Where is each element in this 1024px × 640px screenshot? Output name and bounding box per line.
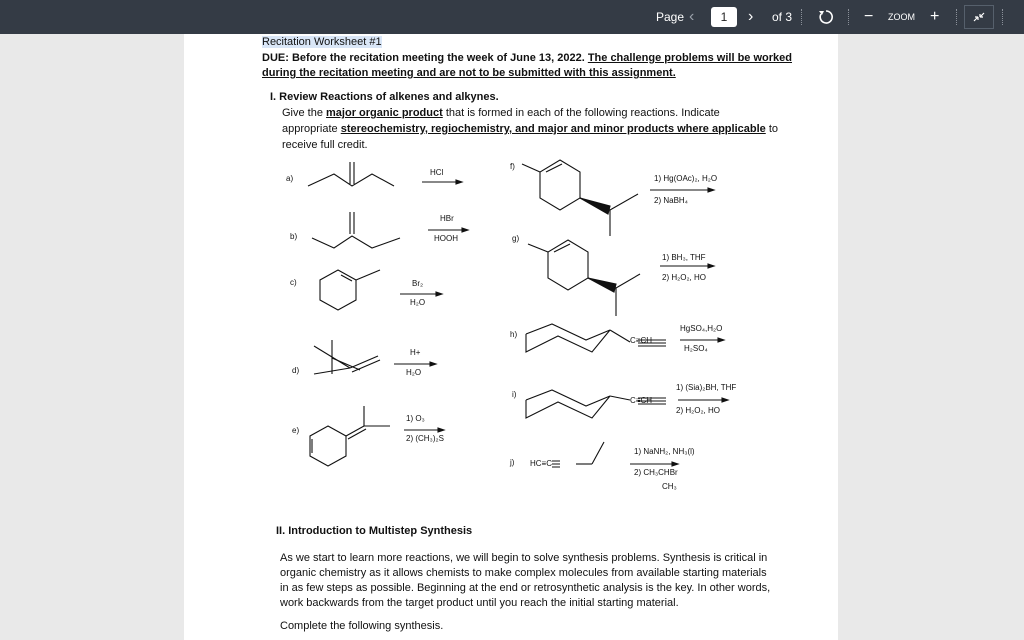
reagent-a: HCl	[430, 168, 444, 177]
reagent-g-bottom: 2) H₂O₂, HO	[662, 273, 706, 282]
molecule-b	[312, 212, 400, 248]
reagent-c-top: Br₂	[412, 279, 424, 288]
alkyne-group-i: C≡CH	[630, 396, 652, 405]
section-1-heading: I. Review Reactions of alkenes and alkynes.	[270, 91, 499, 103]
paragraph-line-1: As we start to learn more reactions, we will begin to solve synthesis problems. Synthesis is critical in	[280, 552, 768, 564]
complete-synthesis: Complete the following synthesis.	[280, 620, 444, 632]
paragraph-line-4: work backwards from the target product until you reach the initial starting material.	[280, 597, 679, 609]
reagent-f-bottom: 2) NaBH₄	[654, 196, 688, 205]
reagent-d-bottom: H₂O	[406, 368, 422, 377]
reagent-g-top: 1) BH₃, THF	[662, 253, 706, 262]
rotate-button[interactable]	[818, 0, 834, 34]
reaction-e-label: e)	[292, 426, 300, 435]
next-page-button[interactable]: ›	[748, 8, 754, 25]
section-2-heading: II. Introduction to Multistep Synthesis	[276, 525, 473, 537]
page-number-input[interactable]: 1	[711, 7, 737, 27]
reaction-b-label: b)	[290, 232, 298, 241]
instr-text: appropriate	[282, 123, 341, 135]
page-total: of 3	[772, 10, 793, 24]
reagent-h-bottom: H₂SO₄	[684, 344, 708, 353]
reagent-j-methyl: CH₃	[662, 482, 677, 491]
toolbar-divider	[848, 9, 849, 25]
reaction-a-label: a)	[286, 174, 294, 183]
fit-page-button[interactable]	[964, 5, 994, 29]
reaction-i-label: i)	[512, 390, 517, 399]
instr-emph: stereochemistry, regiochemistry, and major and minor products where applicable	[340, 123, 766, 135]
reagent-b-bottom: HOOH	[434, 234, 458, 243]
prev-page-button[interactable]: ‹	[689, 8, 695, 25]
toolbar-divider	[956, 9, 957, 25]
reagent-i-bottom: 2) H₂O₂, HO	[676, 406, 720, 415]
alkyne-group-j: HC≡C	[530, 459, 552, 468]
instr-text: to	[765, 123, 778, 135]
reagent-h-top: HgSO₄,H₂O	[680, 324, 723, 333]
zoom-in-button[interactable]: +	[930, 8, 940, 25]
reagent-j-top: 1) NaNH₂, NH₃(l)	[634, 447, 695, 456]
paragraph-line-2: organic chemistry as it allows chemists to make complex molecules from available starting materials	[280, 567, 767, 579]
viewer-toolbar	[0, 0, 1024, 34]
due-underlined-1: The challenge problems will be worked	[587, 52, 792, 64]
reaction-f-label: f)	[510, 162, 515, 171]
reaction-g-label: g)	[512, 234, 520, 243]
reaction-j-label: j)	[510, 458, 515, 467]
paragraph-line-3: in as few steps as possible. Beginning at the end or retrosynthetic analysis is the key. In other words,	[280, 582, 771, 594]
reagent-f-top: 1) Hg(OAc)₂, H₂O	[654, 174, 718, 183]
reagent-d-top: H+	[410, 348, 421, 357]
page-label: Page	[656, 10, 685, 24]
reaction-c-label: c)	[290, 278, 297, 287]
reagent-e-bottom: 2) (CH₃)₂S	[406, 434, 444, 443]
reagent-i-top: 1) (Sia)₂BH, THF	[676, 383, 737, 392]
due-prefix: DUE: Before the recitation meeting the week of June 13, 2022.	[262, 52, 585, 64]
reaction-d-label: d)	[292, 366, 300, 375]
reagent-c-bottom: H₂O	[410, 298, 426, 307]
molecule-e	[310, 406, 390, 466]
due-underlined-2: during the recitation meeting and are not to be submitted with this assignment.	[262, 67, 676, 79]
instr-text: Give the	[282, 107, 327, 119]
reaction-structures	[184, 34, 838, 514]
instr-text: that is formed in each of the following reactions. Indicate	[442, 107, 720, 119]
right-gutter	[838, 34, 1024, 640]
instr-emph: major organic product	[326, 107, 443, 119]
reagent-b-top: HBr	[440, 214, 454, 223]
toolbar-divider	[801, 9, 802, 25]
toolbar-divider	[1002, 9, 1003, 25]
molecule-g	[528, 240, 640, 316]
molecule-a	[308, 162, 394, 186]
alkyne-group-h: C≡CH	[630, 336, 652, 345]
rotate-icon	[818, 0, 834, 34]
collapse-icon	[965, 6, 993, 28]
document-page[interactable]	[184, 34, 838, 640]
reagent-e-top: 1) O₃	[406, 414, 425, 423]
zoom-label: ZOOM	[888, 12, 915, 22]
reagent-j-bottom: 2) CH₃CHBr	[634, 468, 678, 477]
molecule-c	[320, 270, 380, 310]
zoom-out-button[interactable]: −	[864, 8, 874, 25]
worksheet-title: Recitation Worksheet #1	[262, 36, 382, 48]
left-gutter	[0, 34, 184, 640]
molecule-d	[314, 340, 380, 374]
instruction-line-3: receive full credit.	[282, 139, 368, 151]
reaction-h-label: h)	[510, 330, 518, 339]
